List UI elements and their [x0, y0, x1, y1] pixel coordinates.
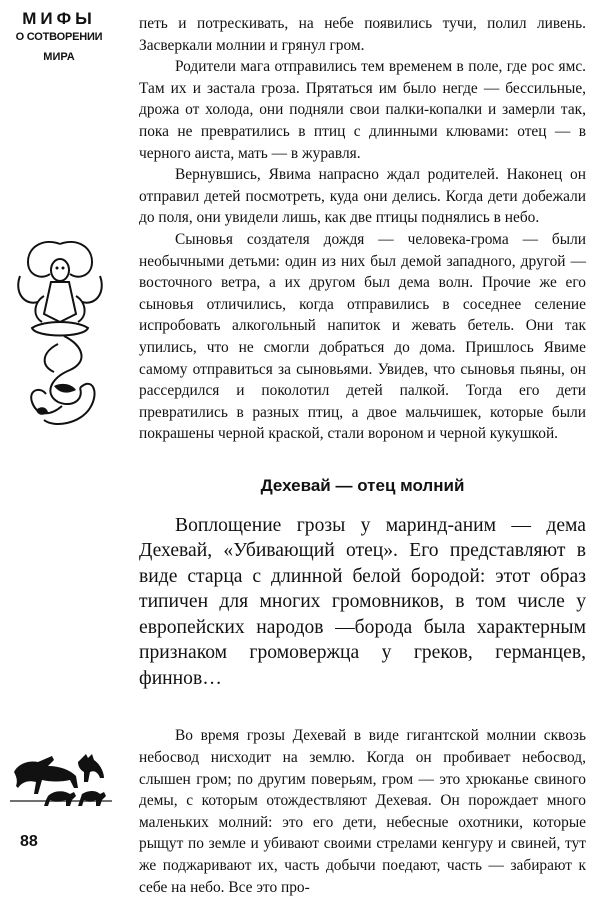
final-paragraph: Во время грозы Дехевай в виде гигантской молнии сквозь небосвод нисходит на землю. Когда он пробивает небосвод, слышен гром; по другим поверьям, гром — это хрюканье свиного демы, с которым отождествляют Дехевая. Он порождает много маленьких молний: это его дети, небесные охотники, которые рыщут по земле и убивают своими стрелами кенгуру и свиней, тут же поджаривают их, часть добычи поедают, часть — забирают к себе на небо. Все это про- [139, 727, 586, 896]
page-number: 88 [20, 833, 38, 850]
animals-ornament [8, 742, 114, 812]
running-head-line-2: О СОТВОРЕНИИ [15, 31, 103, 44]
running-head-line-1: МИФЫ [22, 9, 96, 28]
paragraph-4: Сыновья создателя дождя — человека-грома — были необычными детьми: один из них был демой западного, другой — восточного ветра, а их другом был дема волн. Прочие же его сыновья отличились, когда отправились в соседнее селение испробовать алкогольный напиток и жевать бетель. Они так упились, что не смогли добраться до дома. Пришлось Явиме самому отправиться за сыновьями. Увидев, что сыновья пьяны, он рассердился и поколотил детей палкой. Тогда его дети превратились в разных птиц, а двое мальчишек, которые были покрашены черной краской, стали вороном и черной кукушкой. [139, 230, 586, 443]
running-head-line-3: МИРА [43, 51, 75, 63]
deity-on-serpent-ornament [14, 236, 106, 436]
sidebar [0, 0, 118, 866]
paragraph-3: Вернувшись, Явима напрасно ждал родителей. Наконец он отправил детей посмотреть, куда они делись. Когда дети добежали до поля, они увидели лишь, как две птицы поднялись в небо. [139, 166, 586, 227]
section-title: Дехевай — отец молний [260, 475, 465, 495]
paragraph-1: петь и потрескивать, на небе появились тучи, полил ливень. Засверкали молнии и грянул гром. [139, 15, 586, 54]
lead-paragraph: Воплощение грозы у маринд-аним — дема Дехевай, «Убивающий отец». Его представляют в виде старца с длинной белой бородой: этот образ типичен для многих громовников, в том числе у европейских народов —борода была характерным признаком громовержца у греков, германцев, финнов… [139, 514, 586, 689]
text-column [139, 13, 586, 898]
paragraph-2: Родители мага отправились тем временем в поле, где рос ямс. Там их и застала гроза. Прятаться им было негде — бессильные, дрожа от холода, они подняли свои палки-копалки и замерли так, пока не превратились в птиц с длинными клювами: отец — в черного аиста, мать — в журавля. [139, 58, 586, 162]
running-head [4, 8, 114, 65]
